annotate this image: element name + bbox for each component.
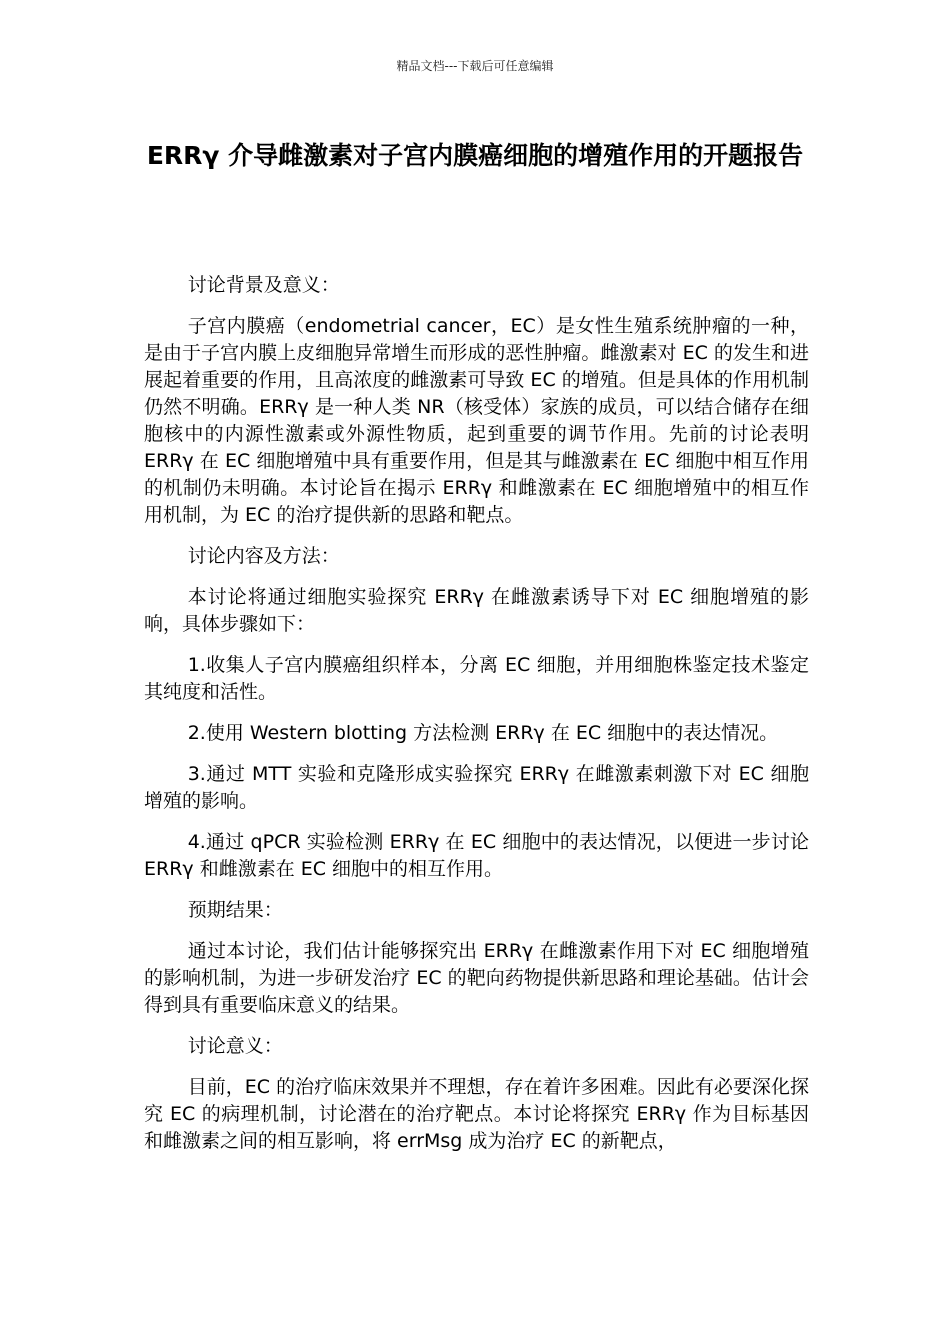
paragraph-expected-results: 通过本讨论，我们估计能够探究出 ERRγ 在雌激素作用下对 EC 细胞增殖的影响机制，为进一步研发治疗 EC 的靶向药物提供新思路和理论基础。估计会得到具有重要临床意义的结果。 <box>144 940 809 1016</box>
paragraph-background: 子宫内膜癌（endometrial cancer，EC）是女性生殖系统肿瘤的一种，是由于子宫内膜上皮细胞异常增生而形成的恶性肿瘤。雌激素对 EC 的发生和进展起着重要的作用，且高浓度的雌激素可导致 EC 的增殖。但是具体的作用机制仍然不明确。ERRγ 是一种人类 NR（核受体）家族的成员，可以结合储存在细胞核中的内源性激素或外源性物质，起到重要的调节作用。先前的讨论表明 ERRγ 在 EC 细胞增殖中具有重要作用，但是其与雌激素在 EC 细胞中相互作用的机制仍未明确。本讨论旨在揭示 ERRγ 和雌激素在 EC 细胞增殖中的相互作用机制，为 EC 的治疗提供新的思路和靶点。 <box>144 315 809 526</box>
document-title: ERRγ 介导雌激素对子宫内膜癌细胞的增殖作用的开题报告 <box>146 141 804 170</box>
page-header: 精品文档---下载后可任意编辑 <box>396 59 554 73</box>
list-item-step-4: 4.通过 qPCR 实验检测 ERRγ 在 EC 细胞中的表达情况，以便进一步讨论 ERRγ 和雌激素在 EC 细胞中的相互作用。 <box>144 831 809 880</box>
paragraph-significance: 目前，EC 的治疗临床效果并不理想，存在着许多困难。因此有必要深化探究 EC 的病理机制，讨论潜在的治疗靶点。本讨论将探究 ERRγ 作为目标基因和雌激素之间的相互影响，将 errMsg 成为治疗 EC 的新靶点， <box>144 1076 809 1152</box>
section-heading-expected-results: 预期结果： <box>187 899 283 921</box>
section-heading-background: 讨论背景及意义： <box>187 274 340 296</box>
paragraph-methods-intro: 本讨论将通过细胞实验探究 ERRγ 在雌激素诱导下对 EC 细胞增殖的影响，具体步骤如下： <box>144 586 809 635</box>
section-heading-methods: 讨论内容及方法： <box>187 545 340 567</box>
list-item-step-1: 1.收集人子宫内膜癌组织样本，分离 EC 细胞，并用细胞株鉴定技术鉴定其纯度和活性。 <box>144 654 809 703</box>
document-body <box>144 272 809 1169</box>
section-heading-significance: 讨论意义： <box>187 1035 283 1057</box>
list-item-step-3: 3.通过 MTT 实验和克隆形成实验探究 ERRγ 在雌激素刺激下对 EC 细胞增殖的影响。 <box>144 763 809 812</box>
list-item-step-2: 2.使用 Western blotting 方法检测 ERRγ 在 EC 细胞中的表达情况。 <box>187 722 779 744</box>
